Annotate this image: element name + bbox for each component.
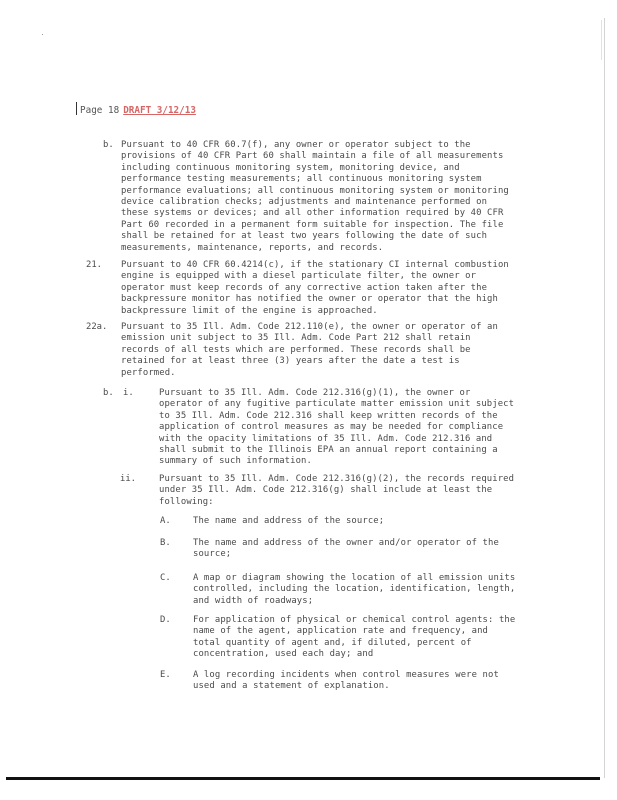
paragraph-lines xyxy=(193,516,384,527)
text-line: following: xyxy=(159,496,214,507)
text-line: Pursuant to 35 Ill. Adm. Code 212.316(g)(2), the records required xyxy=(159,474,515,484)
paragraph-recordkeeping-60-7f xyxy=(121,140,509,254)
text-line: provisions of 40 CFR Part 60 shall maintain a file of all measurements xyxy=(121,151,504,162)
text-line: records of all tests which are performed. These records shall be xyxy=(121,344,471,355)
text-line: performance evaluations; all continuous monitoring system or monitoring xyxy=(121,185,509,196)
text-line: measurements, maintenance, reports, and records. xyxy=(121,242,384,253)
item-label: D. xyxy=(160,615,171,625)
text-line: backpressure monitor has notified the owner or operator that the high xyxy=(121,294,498,305)
text-line: Pursuant to 35 Ill. Adm. Code 212.316(g)(1), the owner or xyxy=(159,388,471,398)
text-line: emission unit subject to 35 Ill. Adm. Code Part 212 shall retain xyxy=(121,333,471,344)
paragraph-lines xyxy=(159,474,514,508)
scan-speck xyxy=(42,34,43,35)
paragraph-label: b. xyxy=(103,388,114,398)
page-header xyxy=(76,102,196,116)
text-line: these systems or devices; and all other information required by 40 CFR xyxy=(121,208,504,219)
text-line: A map or diagram showing the location of all emission units xyxy=(193,573,516,583)
draft-label: DRAFT 3/12/13 xyxy=(123,105,196,116)
text-line: controlled, including the location, identification, length, xyxy=(193,584,516,595)
text-line: The name and address of the source; xyxy=(193,516,385,526)
text-line: performed. xyxy=(121,367,176,378)
text-line: performance testing measurements; all continuous monitoring system xyxy=(121,174,482,185)
revision-bar xyxy=(76,102,77,115)
scan-edge-line xyxy=(601,20,602,60)
paragraph-label: ii. xyxy=(120,474,137,484)
text-line: summary of such information. xyxy=(159,456,312,467)
text-line: The name and address of the owner and/or operator of the xyxy=(193,538,499,548)
item-map-diagram xyxy=(193,573,515,607)
paragraph-fugitive-pm-records xyxy=(159,388,514,468)
text-line: For application of physical or chemical control agents: the xyxy=(193,615,516,625)
item-label: E. xyxy=(160,670,171,680)
text-line: including continuous monitoring system, monitoring device, and xyxy=(121,162,460,173)
text-line: used and a statement of explanation. xyxy=(193,681,390,692)
text-line: name of the agent, application rate and frequency, and xyxy=(193,626,489,637)
paragraph-lines xyxy=(121,260,509,317)
paragraph-label: 22a. xyxy=(86,322,108,332)
text-line: concentration, used each day; and xyxy=(193,649,374,660)
text-line: Pursuant to 35 Ill. Adm. Code 212.110(e), the owner or operator of an xyxy=(121,322,498,332)
paragraph-lines xyxy=(193,573,515,607)
page-label: Page 18 xyxy=(80,105,120,116)
text-line: operator must keep records of any corrective action taken after the xyxy=(121,282,488,293)
text-line: backpressure limit of the engine is approached. xyxy=(121,305,378,316)
paragraph-lines xyxy=(159,388,514,468)
item-label: A. xyxy=(160,516,171,526)
text-line: Pursuant to 40 CFR 60.7(f), any owner or operator subject to the xyxy=(121,140,471,150)
text-line: to 35 Ill. Adm. Code 212.316 shall keep written records of the xyxy=(159,410,498,421)
text-line: under 35 Ill. Adm. Code 212.316(g) shall include at least the xyxy=(159,485,493,496)
paragraph-lines xyxy=(193,670,499,693)
paragraph-label: b. xyxy=(103,140,114,150)
paragraph-record-contents xyxy=(159,474,514,508)
text-line: operator of any fugitive particulate matter emission unit subject xyxy=(159,399,515,410)
text-line: total quantity of agent and, if diluted, percent of xyxy=(193,637,472,648)
text-line: shall submit to the Illinois EPA an annual report containing a xyxy=(159,445,498,456)
text-line: source; xyxy=(193,549,232,560)
text-line: retained for at least three (3) years after the date a test is xyxy=(121,356,460,367)
paragraph-lines xyxy=(121,140,509,254)
text-line: Part 60 recorded in a permanent form suitable for inspection. The file xyxy=(121,219,504,230)
scan-edge-line xyxy=(604,18,605,778)
text-line: engine is equipped with a diesel particulate filter, the owner or xyxy=(121,271,477,282)
item-source-name xyxy=(193,516,384,527)
text-line: A log recording incidents when control measures were not xyxy=(193,670,499,680)
text-line: with the opacity limitations of 35 Ill. Adm. Code 212.316 and xyxy=(159,433,493,444)
item-control-agents xyxy=(193,615,515,661)
text-line: and width of roadways; xyxy=(193,595,314,606)
item-owner-name xyxy=(193,538,499,561)
paragraph-sublabel: i. xyxy=(123,388,134,398)
paragraph-label: 21. xyxy=(86,260,103,270)
item-label: C. xyxy=(160,573,171,583)
item-label: B. xyxy=(160,538,171,548)
paragraph-diesel-filter xyxy=(121,260,509,317)
text-line: Pursuant to 40 CFR 60.4214(c), if the stationary CI internal combustion xyxy=(121,260,509,270)
text-line: shall be retained for at least two years following the date of such xyxy=(121,231,488,242)
item-incident-log xyxy=(193,670,499,693)
text-line: application of control measures as may be needed for compliance xyxy=(159,422,504,433)
scan-bottom-bar xyxy=(6,777,600,780)
paragraph-test-records xyxy=(121,322,498,379)
text-line: device calibration checks; adjustments and maintenance performed on xyxy=(121,197,488,208)
paragraph-lines xyxy=(193,615,515,661)
paragraph-lines xyxy=(193,538,499,561)
paragraph-lines xyxy=(121,322,498,379)
